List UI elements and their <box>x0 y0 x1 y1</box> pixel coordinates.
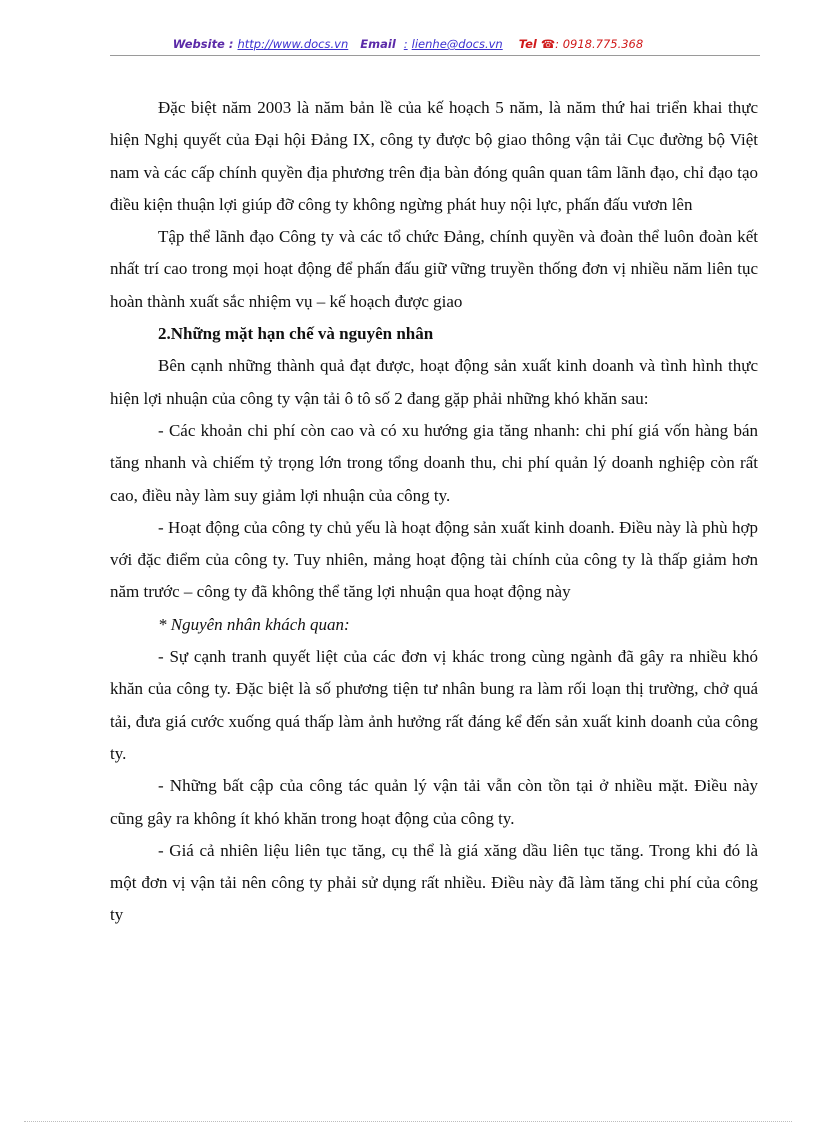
section-heading: 2.Những mặt hạn chế và nguyên nhân <box>158 324 434 344</box>
bullet-management: - Những bất cập của công tác quản lý vận tải vẫn còn tồn tại ở nhiều mặt. Điều này cũng gây ra không ít khó khăn trong hoạt động của công ty. <box>110 776 758 828</box>
paragraph-intro: Đặc biệt năm 2003 là năm bản lề của kế hoạch 5 năm, là năm thứ hai triển khai thực hiện Nghị quyết của Đại hội Đảng IX, công ty được bộ giao thông vận tải Cục đường bộ Việt nam và các cấp chính quyền địa phương trên địa bàn đóng quân quan tâm lãnh đạo, chỉ đạo tạo điều kiện thuận lợi giúp đỡ công ty không ngừng phát huy nội lực, phấn đấu vươn lên <box>110 98 758 214</box>
bullet-activities: - Hoạt động của công ty chủ yếu là hoạt động sản xuất kinh doanh. Điều này là phù hợp với đặc điểm của công ty. Tuy nhiên, mảng hoạt động tài chính của công ty là thấp giảm hơn năm trước – công ty đã không thể tăng lợi nhuận qua hoạt động này <box>110 517 758 602</box>
email-separator: : <box>403 37 408 51</box>
page-header <box>0 37 816 51</box>
bullet-fuel-prices: - Giá cả nhiên liệu liên tục tăng, cụ thể là giá xăng dầu liên tục tăng. Trong khi đó là một đơn vị vận tải nên công ty phải sử dụng rất nhiều. Điều này đã làm tăng chi phí của công ty <box>110 840 758 925</box>
tel-number: : 0918.775.368 <box>555 37 644 51</box>
header-divider <box>110 55 760 56</box>
body-text <box>110 92 758 932</box>
subheading-objective-causes: * Nguyên nhân khách quan: <box>158 614 350 634</box>
website-label: Website : <box>172 37 234 51</box>
bullet-competition: - Sự cạnh tranh quyết liệt của các đơn vị khác trong cùng ngành đã gây ra nhiều khó khăn của công ty. Đặc biệt là số phương tiện tư nhân bung ra làm rối loạn thị trường, chở quá tải, đưa giá cước xuống quá thấp làm ảnh hưởng rất đáng kể đến sản xuất kinh doanh của công ty. <box>110 647 758 763</box>
bullet-costs: - Các khoản chi phí còn cao và có xu hướng gia tăng nhanh: chi phí giá vốn hàng bán tăng nhanh và chiếm tỷ trọng lớn trong tổng doanh thu, chi phí quản lý doanh nghiệp còn rất cao, điều này làm suy giảm lợi nhuận của công ty. <box>110 420 758 505</box>
paragraph-leadership: Tập thể lãnh đạo Công ty và các tổ chức Đảng, chính quyền và đoàn thể luôn đoàn kết nhất trí cao trong mọi hoạt động để phấn đấu giữ vững truyền thống đơn vị nhiều năm liên tục hoàn thành xuất sắc nhiệm vụ – kế hoạch được giao <box>110 227 758 311</box>
paragraph-difficulties: Bên cạnh những thành quả đạt được, hoạt động sản xuất kinh doanh và tình hình thực hiện lợi nhuận của công ty vận tải ô tô số 2 đang gặp phải những khó khăn sau: <box>110 356 758 408</box>
website-link[interactable]: http://www.docs.vn <box>237 37 349 51</box>
tel-label: Tel <box>518 37 537 51</box>
email-link[interactable]: lienhe@docs.vn <box>411 37 503 51</box>
phone-icon: ☎ <box>540 37 556 51</box>
email-label: Email <box>360 37 396 51</box>
page-bottom-border <box>24 1121 792 1122</box>
